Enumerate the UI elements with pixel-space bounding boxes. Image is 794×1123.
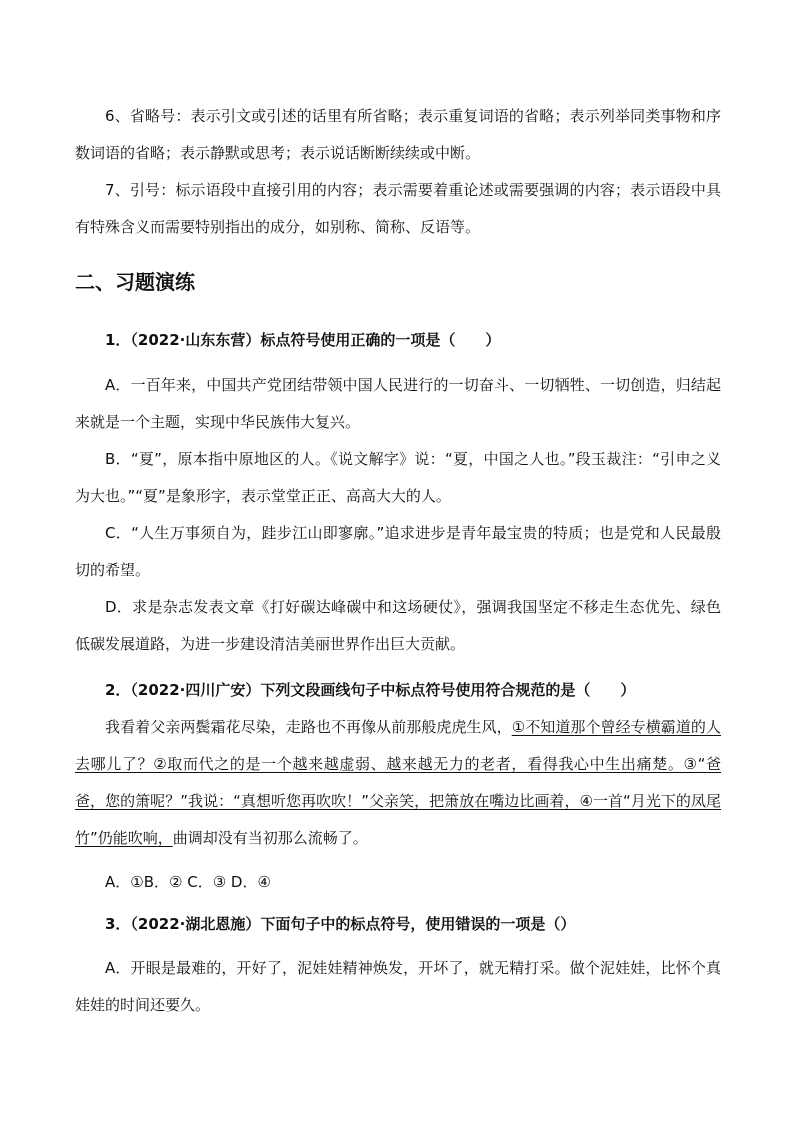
- question-1-stem: 1．（2022·山东东营）标点符号使用正确的一项是（ ）: [105, 331, 501, 349]
- question-2-options: A．①B．② C．③ D．④: [105, 873, 271, 891]
- underlined-sentences: ①不知道那个曾经专横霸道的人去哪儿了？②取而代之的是一个越来越虚弱、越来越无力的老者，看得我心中生出痛楚。③“爸爸，您的箫呢？”我说：“真想听您再吹吹！”父亲笑，把箫放在嘴边比画着，④一首“月光下的凤尾竹”仍能吹响，: [75, 718, 721, 847]
- question-2-stem: 2．（2022·四川广安）下列文段画线句子中标点符号使用符合规范的是（ ）: [105, 681, 636, 699]
- paragraph-quotation-marks: 7、引号：标示语段中直接引用的内容；表示需要着重论述或需要强调的内容；表示语段中具有特殊含义而需要特别指出的成分，如别称、简称、反语等。: [75, 181, 721, 236]
- question-1-option-b: B．“夏”，原本指中原地区的人。《说文解字》说：“夏，中国之人也。”段玉裁注：“引申之义为大也。”“夏”是象形字，表示堂堂正正、高高大大的人。: [75, 450, 721, 505]
- question-1-option-c: C．“人生万事须自为，跬步江山即寥廓。”追求进步是青年最宝贵的特质；也是党和人民最殷切的希望。: [75, 524, 721, 579]
- paragraph-ellipsis: 6、省略号：表示引文或引述的话里有所省略；表示重复词语的省略；表示列举同类事物和序数词语的省略；表示静默或思考；表示说话断断续续或中断。: [75, 107, 721, 162]
- passage-lead-text: 我看着父亲两鬓霜花尽染，走路也不再像从前那般虎虎生风，: [105, 718, 512, 736]
- section-heading: 二、习题演练: [75, 270, 195, 294]
- passage-tail-text: 曲调却没有当初那么流畅了。: [172, 829, 368, 847]
- question-3-stem: 3．（2022·湖北恩施）下面句子中的标点符号，使用错误的一项是（）: [105, 915, 576, 933]
- question-2-passage: [75, 709, 721, 857]
- question-1-option-a: A．一百年来，中国共产党团结带领中国人民进行的一切奋斗、一切牺牲、一切创造，归结起来就是一个主题，实现中华民族伟大复兴。: [75, 376, 721, 431]
- question-1-option-d: D．求是杂志发表文章《打好碳达峰碳中和这场硬仗》，强调我国坚定不移走生态优先、绿色低碳发展道路，为进一步建设清洁美丽世界作出巨大贡献。: [75, 598, 721, 653]
- question-3-option-a: A．开眼是最难的，开好了，泥娃娃精神焕发，开坏了，就无精打采。做个泥娃娃，比怀个真娃娃的时间还要久。: [75, 959, 721, 1014]
